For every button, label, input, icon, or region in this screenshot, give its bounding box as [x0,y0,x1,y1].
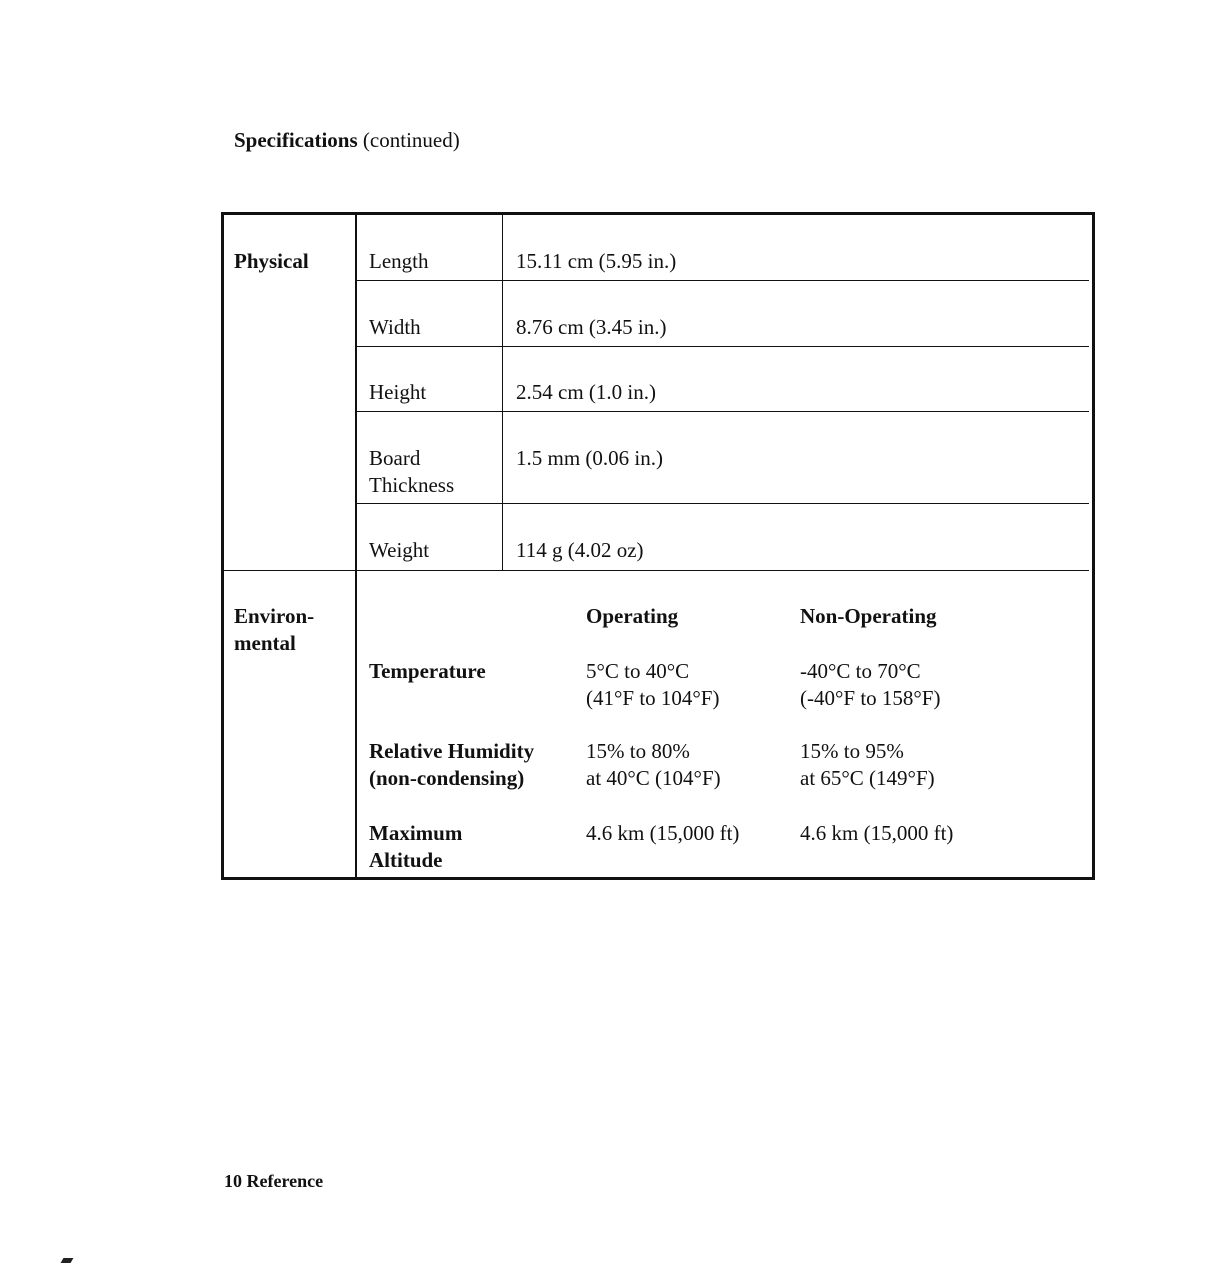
scan-mark [61,1258,74,1263]
width-label: Width [369,315,421,339]
environmental-label [234,603,314,657]
altitude-non-operating: 4.6 km (15,000 ft) [800,821,954,845]
weight-label: Weight [369,538,430,562]
length-value: 15.11 cm (5.95 in.) [516,249,677,273]
temperature-label-line1: Temperature [369,659,486,683]
weight-value: 114 g (4.02 oz) [516,538,644,562]
section-divider [224,570,1089,571]
humidity-non-operating-line1: 15% to 95% [800,739,904,763]
humidity-label-line2: (non-condensing) [369,766,525,790]
temperature-operating-line1: 5°C to 40°C [586,659,690,683]
humidity-label [369,738,534,792]
height-label: Height [369,380,427,404]
temperature-label [369,658,486,685]
heading-suffix: (continued) [357,128,460,152]
row-divider [356,280,1089,281]
temperature-non-operating-line2: (-40°F to 158°F) [800,686,941,710]
physical-label: Physical [234,249,309,273]
altitude-label-line1: Maximum [369,821,463,845]
board-thickness-label [369,445,454,499]
row-divider [356,411,1089,412]
heading-title: Specifications [234,128,358,152]
humidity-non-operating [800,738,935,792]
board-thickness-value: 1.5 mm (0.06 in.) [516,446,663,470]
operating-column-header: Operating [586,604,679,628]
altitude-label-line2: Altitude [369,848,443,872]
page-heading [234,128,460,153]
length-label: Length [369,249,429,273]
non-operating-column-header: Non-Operating [800,604,937,628]
humidity-operating-line1: 15% to 80% [586,739,690,763]
humidity-label-line1: Relative Humidity [369,739,535,763]
environmental-label-line2: mental [234,631,296,655]
altitude-operating: 4.6 km (15,000 ft) [586,821,740,845]
environmental-label-line1: Environ- [234,604,315,628]
row-divider [356,346,1089,347]
board-thickness-label-line2: Thickness [369,473,455,497]
physical-column-divider [502,215,503,570]
width-value: 8.76 cm (3.45 in.) [516,315,667,339]
humidity-non-operating-line2: at 65°C (149°F) [800,766,935,790]
category-divider [355,215,357,877]
height-value: 2.54 cm (1.0 in.) [516,380,656,404]
page-footer: 10 Reference [224,1171,324,1191]
humidity-operating-line2: at 40°C (104°F) [586,766,721,790]
temperature-non-operating-line1: -40°C to 70°C [800,659,921,683]
altitude-label [369,820,462,874]
temperature-operating-line2: (41°F to 104°F) [586,686,720,710]
row-divider [356,503,1089,504]
humidity-operating [586,738,721,792]
temperature-non-operating [800,658,940,712]
board-thickness-label-line1: Board [369,446,421,470]
temperature-operating [586,658,719,712]
